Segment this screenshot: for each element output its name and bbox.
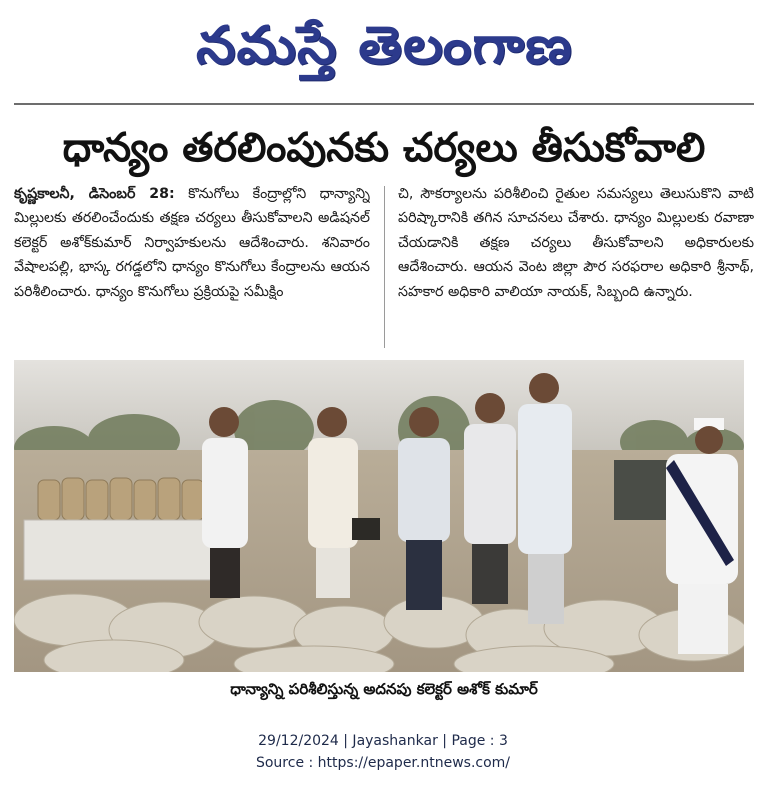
article-dateline: కృష్ణకాలనీ, డిసెంబర్ 28: xyxy=(14,186,175,202)
article-headline: ధాన్యం తరలింపునకు చర్యలు తీసుకోవాలి xyxy=(62,125,706,171)
photo-caption-area xyxy=(14,676,754,706)
source-line: Source : https://epaper.ntnews.com/ xyxy=(255,755,511,771)
column-divider xyxy=(384,186,385,348)
article-column-right xyxy=(398,182,754,352)
masthead xyxy=(14,6,754,86)
article-column-left-text: కొనుగోలు కేంద్రాల్లోని ధాన్యాన్ని మిల్లులకు తరలించేందుకు తక్షణ చర్యలు తీసుకోవాలని అడిషనల్ కలెక్టర్ అశోక్‌కుమార్ నిర్వాహకులను ఆదేశించారు. శనివారం వేషాలపల్లి, భాస్క రగడ్డలోని ధాన్యం కొనుగోలు కేంద్రాలను ఆయన పరిశీలించారు. ధాన్యం కొనుగోలు ప్రక్రియపై సమీక్షిం xyxy=(14,186,370,300)
edition-line: 29/12/2024 | Jayashankar | Page : 3 xyxy=(258,733,508,749)
masthead-divider xyxy=(14,103,754,105)
newspaper-clipping xyxy=(14,0,754,716)
article-photo xyxy=(14,360,744,672)
photo-illustration xyxy=(14,360,744,672)
headline-area xyxy=(14,116,754,180)
article-column-right-text: చి, సౌకర్యాలను పరిశీలించి రైతుల సమస్యలు తెలుసుకొని వాటి పరిష్కారానికి తగిన సూచనలు చేశారు. ధాన్యం మిల్లులకు రవాణా చేయడానికి తక్షణ చర్యలు తీసుకోవాలని అధికారులకు ఆదేశించారు. ఆయన వెంట జిల్లా పౌర సరఫరాల అధికారి శ్రీనాథ్, సహకార అధికారి వాలియా నాయక్, సిబ్బంది ఉన్నారు. xyxy=(398,186,754,300)
source-footer xyxy=(0,730,766,774)
masthead-logo: నమస్తే తెలంగాణ xyxy=(195,16,573,76)
photo-caption: ధాన్యాన్ని పరిశీలిస్తున్న అదనపు కలెక్టర్ అశోక్ కుమార్ xyxy=(230,680,538,698)
article-column-left xyxy=(14,182,370,352)
